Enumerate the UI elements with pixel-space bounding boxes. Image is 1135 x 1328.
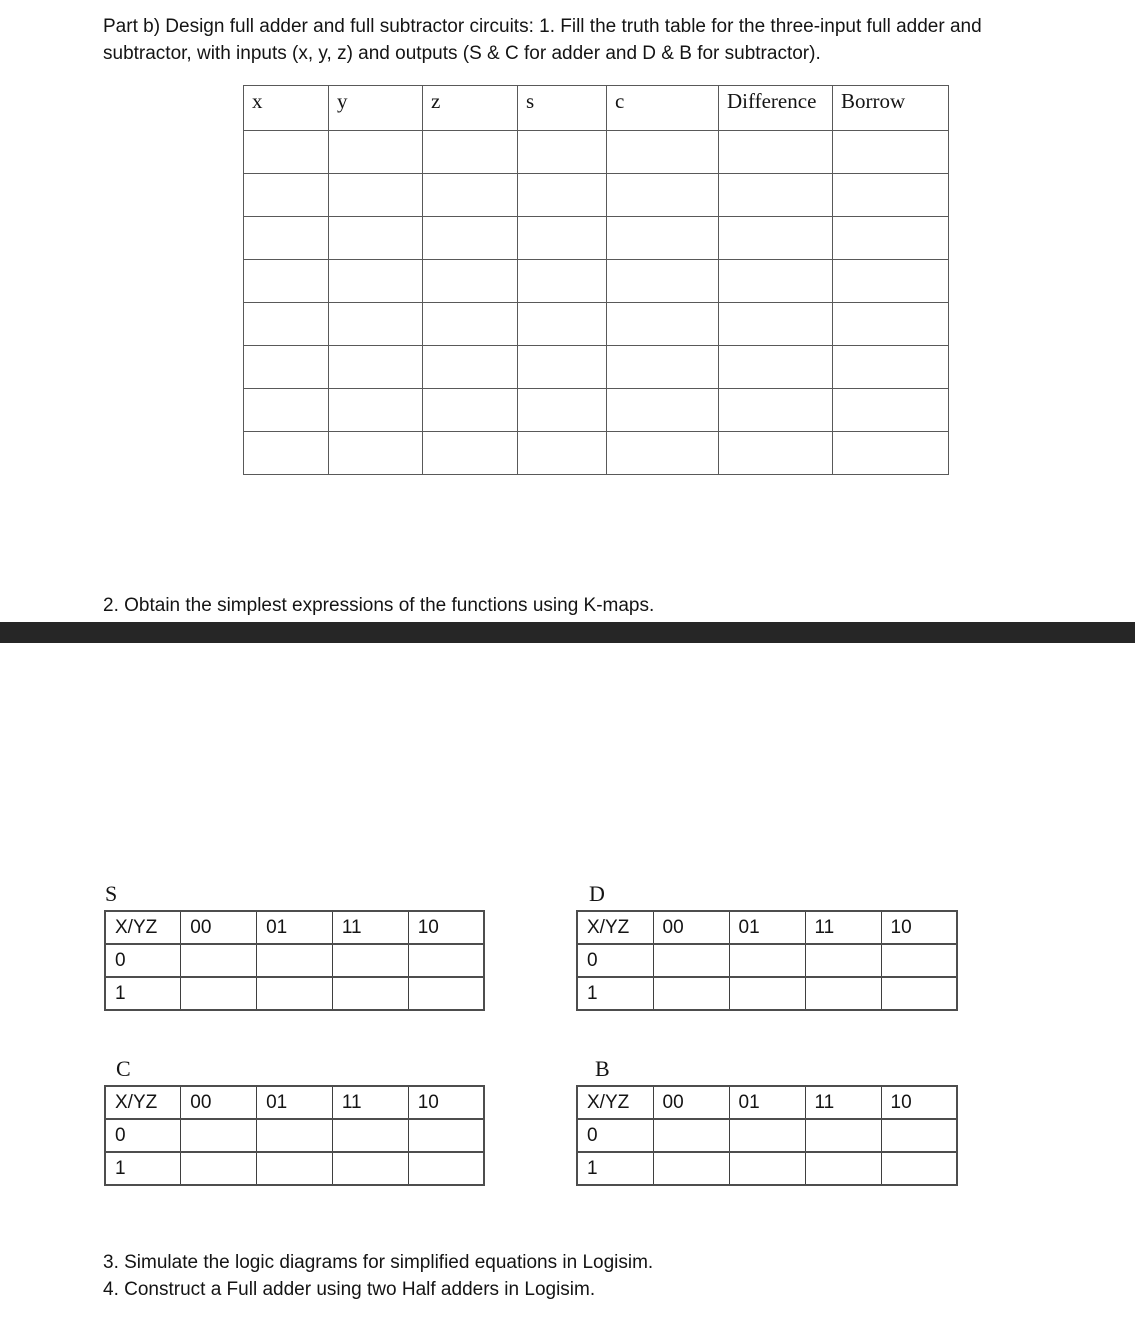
- kmap-empty-cell: [332, 977, 408, 1010]
- kmap-row: [105, 1119, 484, 1152]
- kmap-header-cell: 10: [881, 911, 957, 944]
- truth-table-column-header: c: [607, 86, 719, 131]
- kmap-empty-cell: [729, 977, 805, 1010]
- kmap-row: [105, 977, 484, 1010]
- truth-table-empty-cell: [244, 346, 329, 389]
- kmap-b-label: B: [595, 1056, 610, 1081]
- truth-table-empty-cell: [607, 131, 719, 174]
- truth-table-row: [244, 131, 949, 174]
- truth-table-empty-cell: [719, 346, 833, 389]
- truth-table-empty-cell: [423, 260, 518, 303]
- truth-table-empty-cell: [719, 217, 833, 260]
- truth-table-empty-cell: [329, 131, 423, 174]
- truth-table-empty-cell: [244, 432, 329, 475]
- truth-table-empty-cell: [244, 389, 329, 432]
- truth-table-column-header: x: [244, 86, 329, 131]
- truth-table-empty-cell: [518, 131, 607, 174]
- kmap-empty-cell: [332, 944, 408, 977]
- truth-table-empty-cell: [833, 131, 949, 174]
- truth-table-empty-cell: [518, 303, 607, 346]
- kmap-empty-cell: [653, 977, 729, 1010]
- kmap-header-cell: 11: [332, 1086, 408, 1119]
- kmap-header-cell: 00: [181, 1086, 257, 1119]
- kmap-empty-cell: [881, 977, 957, 1010]
- truth-table-empty-cell: [833, 303, 949, 346]
- kmap-empty-cell: [332, 1152, 408, 1185]
- truth-table-empty-cell: [607, 432, 719, 475]
- kmap-empty-cell: [408, 944, 484, 977]
- kmap-row-label: 1: [105, 1152, 181, 1185]
- truth-table-empty-cell: [607, 174, 719, 217]
- instruction-item-2: 2. Obtain the simplest expressions of the functions using K-maps.: [103, 595, 655, 616]
- kmap-empty-cell: [653, 944, 729, 977]
- kmap-empty-cell: [805, 1152, 881, 1185]
- kmap-row-label: 0: [577, 1119, 653, 1152]
- kmap-d: [576, 881, 958, 1011]
- truth-table-body: [244, 131, 949, 475]
- truth-table-column-header: y: [329, 86, 423, 131]
- kmap-header-cell: 01: [257, 1086, 333, 1119]
- truth-table-column-header: s: [518, 86, 607, 131]
- kmap-header-cell: 00: [181, 911, 257, 944]
- kmap-header-cell: 11: [805, 1086, 881, 1119]
- kmap-header-row: [105, 911, 484, 944]
- kmap-empty-cell: [257, 1152, 333, 1185]
- truth-table-empty-cell: [719, 131, 833, 174]
- kmap-s-label: S: [105, 881, 118, 906]
- intro-line-1: Part b) Design full adder and full subtractor circuits: 1. Fill the truth table for the three-input full adder and: [103, 16, 982, 37]
- kmap-row-label: 0: [105, 1119, 181, 1152]
- truth-table-empty-cell: [518, 432, 607, 475]
- truth-table-empty-cell: [833, 217, 949, 260]
- truth-table-empty-cell: [719, 174, 833, 217]
- truth-table-empty-cell: [719, 432, 833, 475]
- kmap-header-cell: 10: [408, 911, 484, 944]
- kmap-s-table: [104, 910, 485, 1011]
- truth-table-empty-cell: [423, 174, 518, 217]
- kmap-header-cell: X/YZ: [577, 911, 653, 944]
- truth-table-empty-cell: [607, 346, 719, 389]
- kmap-s: [104, 881, 485, 1011]
- kmap-empty-cell: [881, 1119, 957, 1152]
- kmap-empty-cell: [181, 977, 257, 1010]
- truth-table-empty-cell: [518, 389, 607, 432]
- truth-table-header-row: [244, 86, 949, 131]
- kmap-empty-cell: [257, 977, 333, 1010]
- truth-table-empty-cell: [423, 432, 518, 475]
- truth-table-row: [244, 217, 949, 260]
- kmap-row: [105, 1152, 484, 1185]
- kmap-empty-cell: [408, 977, 484, 1010]
- instruction-items-3-4: [103, 1249, 653, 1303]
- kmap-empty-cell: [805, 977, 881, 1010]
- truth-table-empty-cell: [833, 432, 949, 475]
- truth-table-empty-cell: [518, 346, 607, 389]
- truth-table-column-header: Difference: [719, 86, 833, 131]
- intro-line-2: subtractor, with inputs (x, y, z) and outputs (S & C for adder and D & B for subtractor).: [103, 43, 821, 64]
- kmap-header-cell: X/YZ: [105, 1086, 181, 1119]
- truth-table-empty-cell: [423, 346, 518, 389]
- kmap-header-cell: 01: [729, 911, 805, 944]
- kmap-header-cell: 00: [653, 1086, 729, 1119]
- divider-bar: [0, 622, 1135, 643]
- kmap-row-label: 1: [105, 977, 181, 1010]
- truth-table-empty-cell: [329, 174, 423, 217]
- instruction-item-4: 4. Construct a Full adder using two Half adders in Logisim.: [103, 1279, 596, 1300]
- kmap-empty-cell: [257, 1119, 333, 1152]
- truth-table-row: [244, 260, 949, 303]
- kmap-c: [104, 1056, 485, 1186]
- truth-table-empty-cell: [244, 303, 329, 346]
- kmap-empty-cell: [729, 1152, 805, 1185]
- kmap-header-row: [105, 1086, 484, 1119]
- truth-table-empty-cell: [607, 389, 719, 432]
- kmap-row: [105, 944, 484, 977]
- truth-table-empty-cell: [244, 217, 329, 260]
- kmap-header-row: [577, 1086, 957, 1119]
- kmap-empty-cell: [408, 1152, 484, 1185]
- kmap-b: [576, 1056, 958, 1186]
- kmap-empty-cell: [881, 1152, 957, 1185]
- truth-table-empty-cell: [329, 346, 423, 389]
- truth-table-empty-cell: [423, 303, 518, 346]
- truth-table-empty-cell: [607, 303, 719, 346]
- kmap-empty-cell: [332, 1119, 408, 1152]
- kmap-c-label: C: [116, 1056, 131, 1081]
- truth-table-empty-cell: [423, 217, 518, 260]
- kmap-header-cell: 11: [805, 911, 881, 944]
- truth-table-empty-cell: [329, 432, 423, 475]
- truth-table-empty-cell: [833, 389, 949, 432]
- kmap-header-row: [577, 911, 957, 944]
- truth-table-empty-cell: [833, 346, 949, 389]
- kmap-header-cell: X/YZ: [105, 911, 181, 944]
- kmap-empty-cell: [181, 1152, 257, 1185]
- truth-table-empty-cell: [244, 131, 329, 174]
- kmap-empty-cell: [408, 1119, 484, 1152]
- kmap-row: [577, 944, 957, 977]
- truth-table-empty-cell: [833, 174, 949, 217]
- kmap-empty-cell: [181, 944, 257, 977]
- truth-table-row: [244, 432, 949, 475]
- truth-table-column-header: Borrow: [833, 86, 949, 131]
- kmap-d-table: [576, 910, 958, 1011]
- truth-table-empty-cell: [244, 174, 329, 217]
- truth-table-empty-cell: [607, 260, 719, 303]
- truth-table-row: [244, 174, 949, 217]
- kmap-b-table: [576, 1085, 958, 1186]
- truth-table-empty-cell: [833, 260, 949, 303]
- truth-table-empty-cell: [719, 303, 833, 346]
- truth-table-empty-cell: [329, 217, 423, 260]
- truth-table: [243, 85, 949, 475]
- truth-table-empty-cell: [329, 260, 423, 303]
- kmap-header-cell: 11: [332, 911, 408, 944]
- kmap-row-label: 0: [577, 944, 653, 977]
- kmap-empty-cell: [805, 944, 881, 977]
- truth-table-empty-cell: [719, 389, 833, 432]
- truth-table-row: [244, 303, 949, 346]
- truth-table-empty-cell: [423, 389, 518, 432]
- truth-table-empty-cell: [423, 131, 518, 174]
- kmap-row-label: 0: [105, 944, 181, 977]
- kmap-empty-cell: [805, 1119, 881, 1152]
- kmap-row: [577, 1119, 957, 1152]
- kmap-d-label: D: [589, 881, 605, 906]
- kmap-header-cell: X/YZ: [577, 1086, 653, 1119]
- kmap-empty-cell: [257, 944, 333, 977]
- kmap-empty-cell: [881, 944, 957, 977]
- truth-table-row: [244, 389, 949, 432]
- truth-table-empty-cell: [719, 260, 833, 303]
- truth-table-empty-cell: [518, 174, 607, 217]
- kmap-empty-cell: [181, 1119, 257, 1152]
- kmap-row: [577, 977, 957, 1010]
- kmap-row-label: 1: [577, 977, 653, 1010]
- truth-table-row: [244, 346, 949, 389]
- kmap-header-cell: 10: [408, 1086, 484, 1119]
- kmap-header-cell: 00: [653, 911, 729, 944]
- kmap-row: [577, 1152, 957, 1185]
- truth-table-empty-cell: [607, 217, 719, 260]
- kmap-empty-cell: [653, 1119, 729, 1152]
- truth-table-empty-cell: [329, 303, 423, 346]
- kmap-empty-cell: [653, 1152, 729, 1185]
- kmap-row-label: 1: [577, 1152, 653, 1185]
- kmap-empty-cell: [729, 1119, 805, 1152]
- instruction-item-3: 3. Simulate the logic diagrams for simplified equations in Logisim.: [103, 1252, 654, 1273]
- truth-table-empty-cell: [329, 389, 423, 432]
- truth-table-empty-cell: [518, 260, 607, 303]
- truth-table-empty-cell: [518, 217, 607, 260]
- intro-paragraph: [103, 13, 982, 67]
- truth-table-empty-cell: [244, 260, 329, 303]
- kmap-c-table: [104, 1085, 485, 1186]
- kmap-header-cell: 01: [257, 911, 333, 944]
- kmap-header-cell: 01: [729, 1086, 805, 1119]
- kmap-empty-cell: [729, 944, 805, 977]
- kmap-header-cell: 10: [881, 1086, 957, 1119]
- truth-table-column-header: z: [423, 86, 518, 131]
